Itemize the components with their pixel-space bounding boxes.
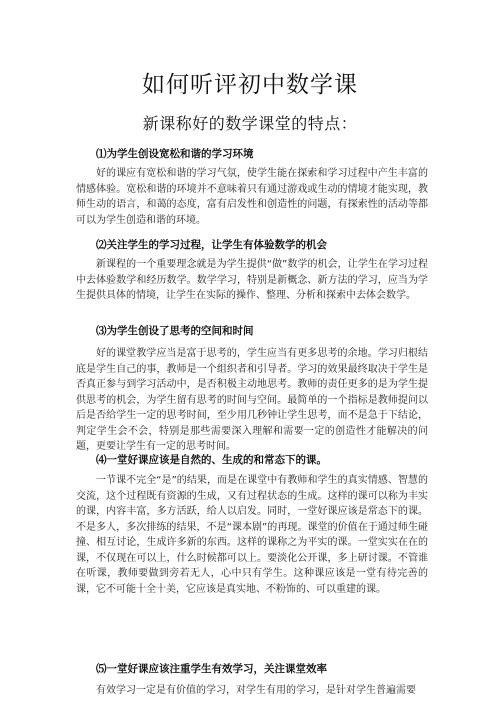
document-subtitle: 新课称好的数学课堂的特点： (142, 114, 358, 133)
document-title: 如何听评初中数学课 (142, 72, 358, 98)
section-heading: ⑶为学生创设了思考的空间和时间 (96, 325, 254, 337)
section-paragraph: 一节课不完全“是”的结果，而是在课堂中有教师和学生的真实情感、智慧的交流，这个过程既有资源的生成，又有过程状态的生成。这样的课可以称为丰实的课，内容丰富，多方活跃，给人以启发。同时，一堂好课应该是常态下的课。不是多人，多次排练的结果，不是“课本剧”的再现。课堂的价值在于通过师生碰撞、相互讨论，生成许多新的东西。这样的课称之为平实的课。一堂实实在在的课，不仅现在可以上，什么时候都可以上。要淡化公开课，多上研讨课。不管谁在听课，教师要做到旁若无人，心中只有学生。这种课应该是一堂有待完善的课，它不可能十全十美，它应该是真实地、不粉饰的、可以重建的课。 (76, 475, 428, 595)
section-heading: ⑷一堂好课应该是自然的、生成的和常态下的课。 (96, 454, 327, 466)
section-heading: ⑴为学生创设宽松和谐的学习环境 (96, 148, 254, 160)
section-heading: ⑵关注学生的学习过程，让学生有体验数学的机会 (96, 239, 327, 251)
section-paragraph: 好的课应有宽松和谐的学习气氛，使学生能在探索和学习过程中产生丰富的情感体验。宽松和谐的环境并不意味着只有通过游戏或生动的情境才能实现，教师生动的语言，和蔼的态度，富有启发性和创造性的问题，有探索性的活动等都可以为学生创造和谐的环境。 (76, 168, 428, 226)
section-paragraph: 有效学习一定是有价值的学习，对学生有用的学习，是针对学生普遍需要 (96, 685, 416, 696)
section-paragraph: 新课程的一个重要理念就是为学生提供“做”数学的机会，让学生在学习过程中去体验数学和经历数学。数学学习，特别是新概念、新方法的学习，应当为学生提供具体的情境，让学生在实际的操作、整理、分析和探索中去体会数学。 (76, 259, 428, 301)
section-heading: ⑸一堂好课应该注重学生有效学习，关注课堂效率 (96, 663, 327, 675)
section-paragraph: 好的课堂教学应当是富于思考的，学生应当有更多思考的余地。学习归根结底是学生自己的事，教师是一个组织者和引导者。学习的效果最终取决于学生是否真正参与到学习活动中，是否积极主动地思考。教师的责任更多的是为学生提供思考的机会，为学生留有思考的时间与空间。最简单的一个指标是教师提问以后是否给学生一定的思考时间，至少用几秒钟让学生思考，而不是急于下结论，判定学生会不会，特别是那些需要深入理解和需要一定的创造性才能解决的问题，更要让学生有一定的思考时间。 (76, 348, 428, 452)
